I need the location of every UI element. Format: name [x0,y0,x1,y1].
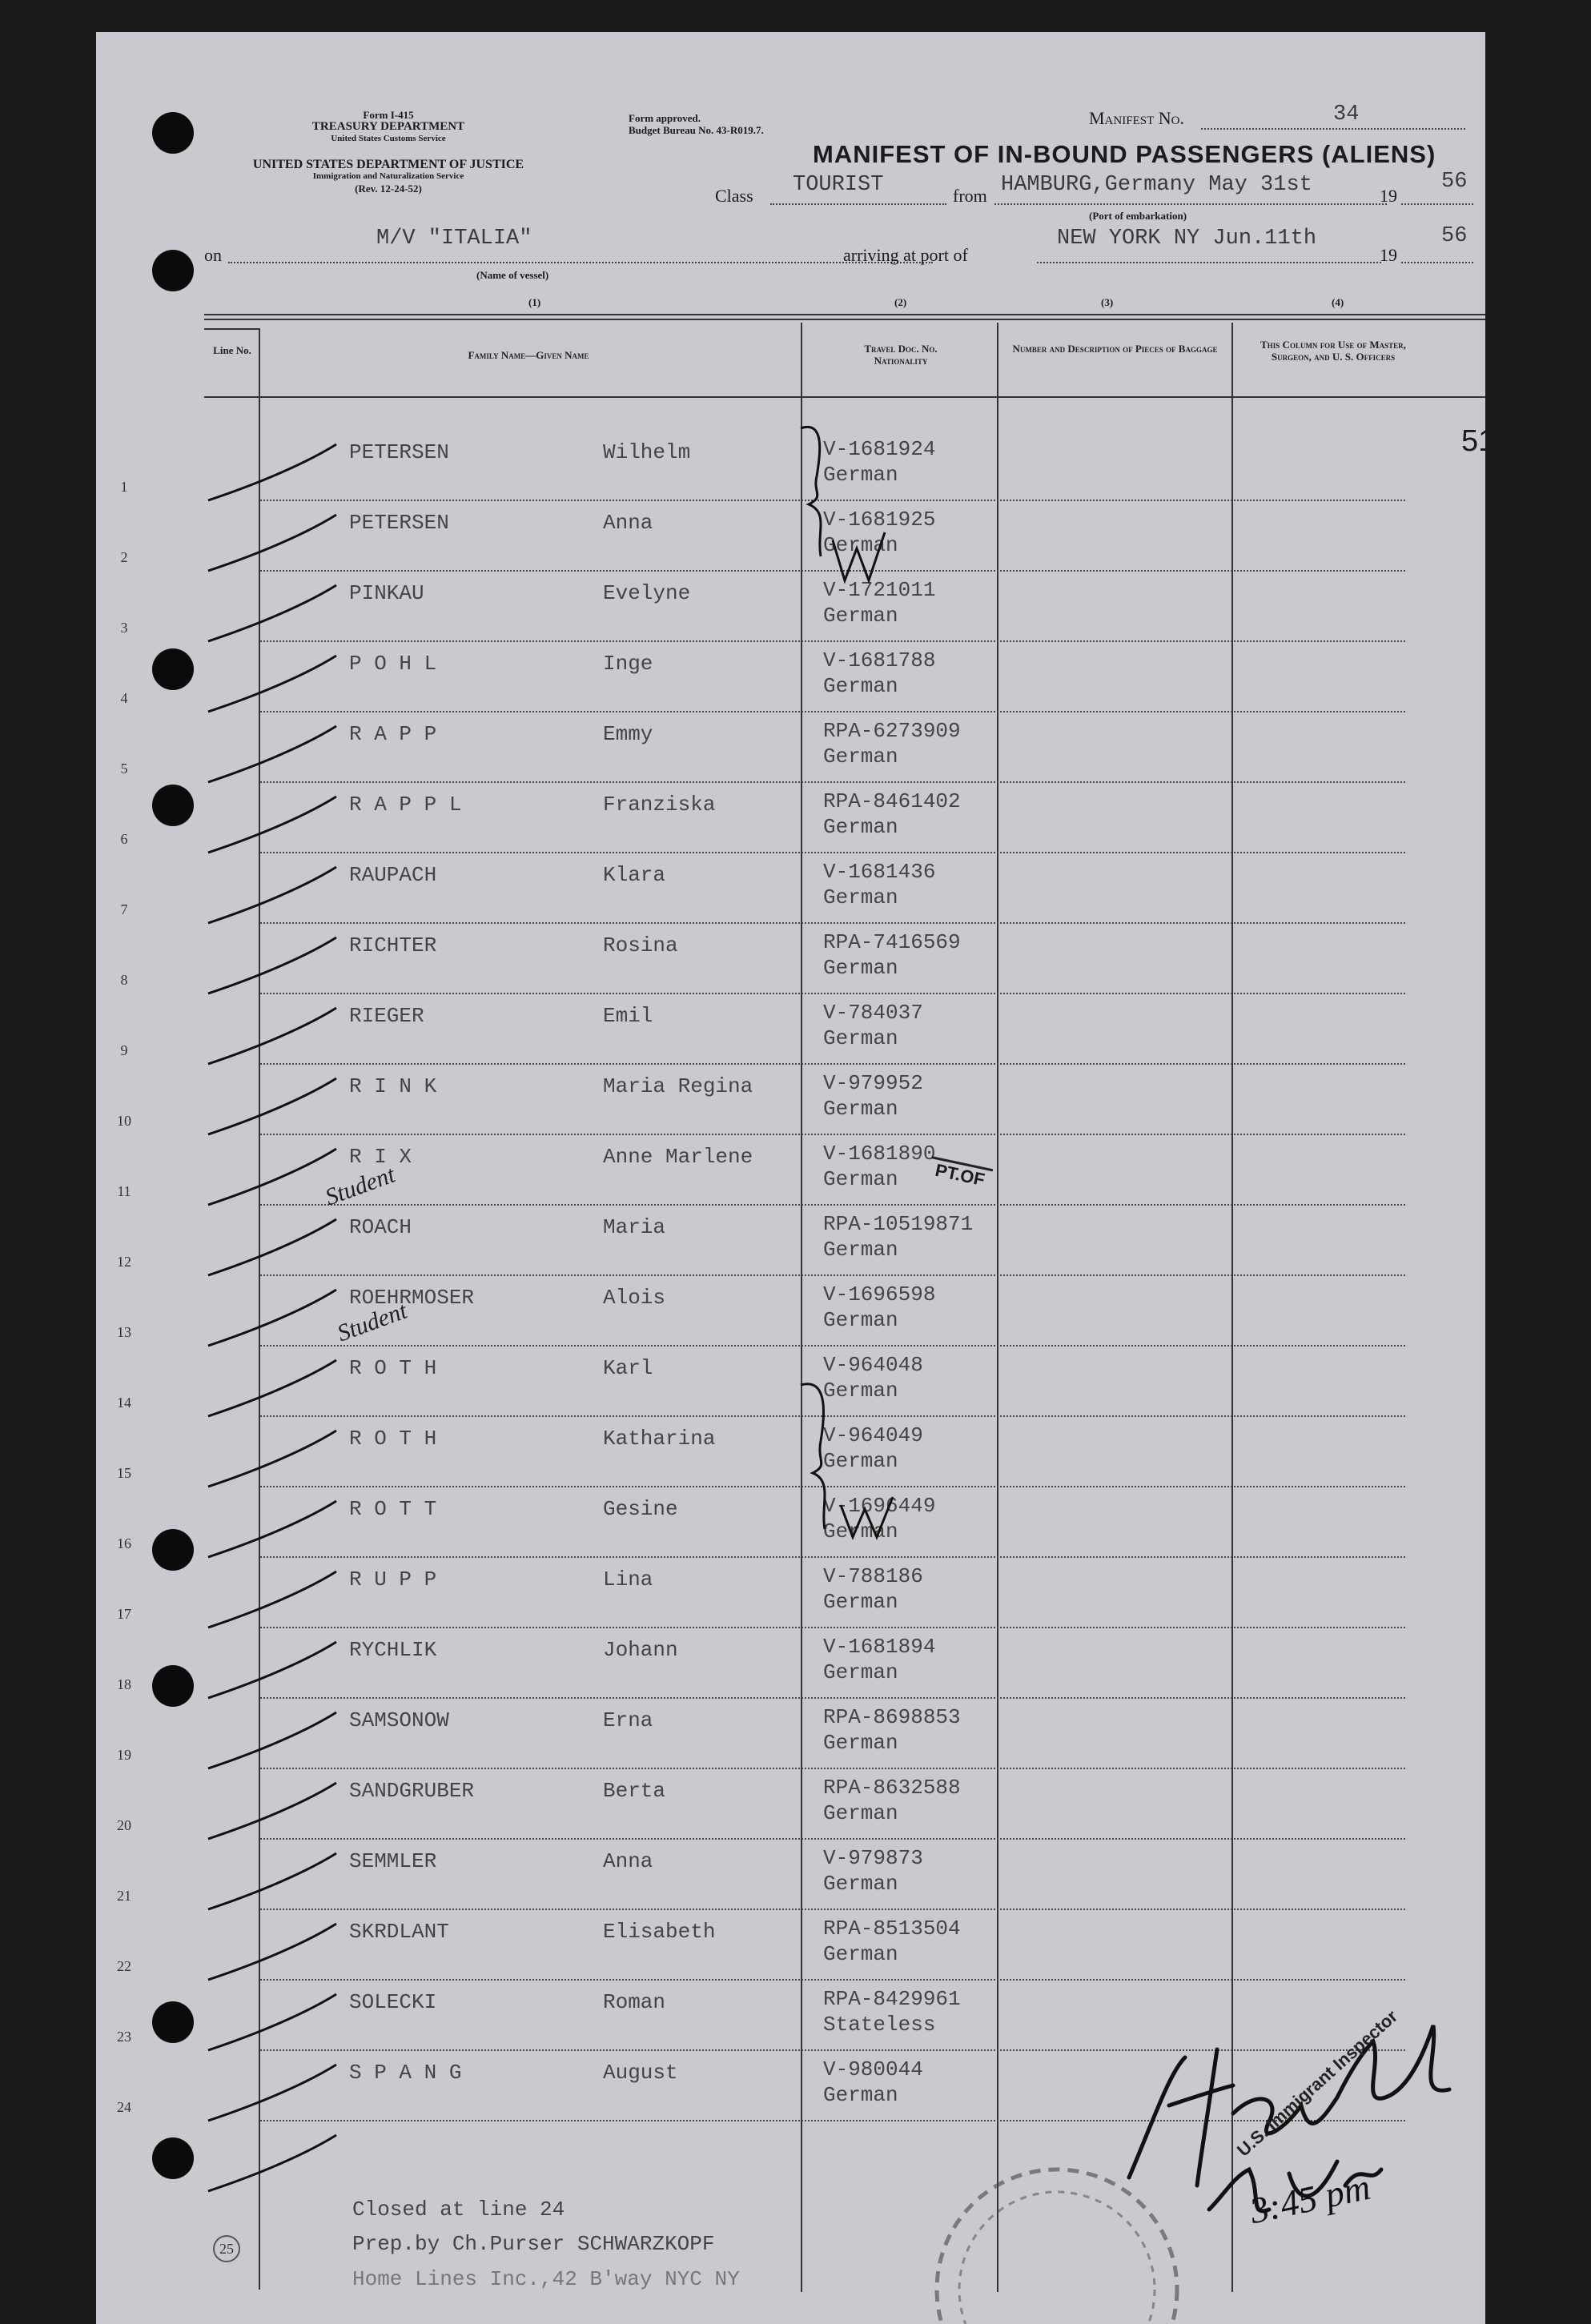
given-name: Johann [603,1638,678,1662]
nationality: Stateless [823,2013,936,2037]
nationality: German [823,463,898,487]
manifest-no-label: Manifest No. [1089,108,1184,128]
given-name: Franziska [603,793,716,817]
nationality: German [823,1167,898,1191]
line-number: 13 [117,1324,131,1340]
line-number: 6 [120,831,128,847]
family-name: R U P P [349,1567,437,1591]
nationality: German [823,1942,898,1966]
given-name: Erna [603,1708,653,1732]
tick-mark [208,1078,336,1134]
family-name: P O H L [349,652,437,676]
form-number: Form I-415 [363,109,414,121]
tick-mark [208,2135,336,2191]
travel-doc-number: V-1696449 [823,1494,936,1518]
tick-mark [208,726,336,782]
family-name: R I X [349,1145,412,1169]
family-name: RYCHLIK [349,1638,437,1662]
family-name: S P A N G [349,2061,462,2085]
tick-mark [208,937,336,993]
given-name: Maria [603,1215,666,1239]
line-number: 10 [117,1113,131,1129]
customs-service: United States Customs Service [331,134,446,143]
given-name: Roman [603,1990,666,2014]
manifest-page [96,32,1496,2324]
tick-mark [208,1783,336,1839]
tick-mark [208,1360,336,1416]
travel-doc-number: RPA-10519871 [823,1212,974,1236]
handwritten-note-line-11: Student [321,1161,399,1211]
family-name: SEMMLER [349,1849,437,1873]
tick-mark [208,1008,336,1064]
tick-mark [208,1290,336,1346]
tick-mark [208,515,336,571]
family-name: R O T H [349,1356,437,1380]
page-number: 51 [1461,424,1496,458]
nationality: German [823,1308,898,1332]
nationality: German [823,674,898,698]
family-name: R I N K [349,1074,437,1098]
arriving-value: NEW YORK NY Jun.11th [1057,227,1317,251]
port-embarkation-caption: (Port of embarkation) [1089,210,1187,222]
given-name: Lina [603,1567,653,1591]
tick-mark [208,1501,336,1557]
year-2: 56 [1441,224,1468,248]
nationality: German [823,1379,898,1403]
family-name: SANDGRUBER [349,1779,475,1803]
tick-mark [208,1219,336,1275]
line-number: 11 [117,1183,131,1199]
line-number: 17 [117,1606,131,1622]
line-number: 5 [120,761,128,777]
nationality: German [823,1660,898,1684]
given-name: Anna [603,511,653,535]
given-name: Katharina [603,1427,716,1451]
family-name: R A P P L [349,793,462,817]
line-number: 8 [120,972,128,988]
justice-dept: UNITED STATES DEPARTMENT OF JUSTICE [252,158,524,171]
nationality: German [823,1590,898,1614]
tick-mark [208,867,336,923]
tick-mark [208,797,336,853]
tick-mark [208,1994,336,2050]
family-name: SAMSONOW [349,1708,449,1732]
nationality: German [823,1731,898,1755]
line-number: 12 [117,1254,131,1270]
form-approved: Form approved. [629,112,701,124]
tick-mark [208,1431,336,1487]
nationality: German [823,604,898,628]
line-25-number: 25 [213,2235,240,2262]
given-name: Evelyne [603,581,691,605]
col-number-3: (3) [1101,296,1114,308]
line-number: 2 [120,549,128,565]
given-name: Karl [603,1356,653,1380]
line-number: 18 [117,1676,131,1692]
nationality: German [823,533,898,557]
family-name: PETERSEN [349,511,449,535]
handwritten-note-line-13: Student [333,1297,411,1347]
nationality: German [823,1097,898,1121]
nationality: German [823,1519,898,1543]
tick-mark [208,1149,336,1205]
line-number: 7 [120,901,128,917]
given-name: Maria Regina [603,1074,753,1098]
given-name: Emmy [603,722,653,746]
travel-doc-number: V-979952 [823,1071,923,1095]
line-number: 14 [117,1395,131,1411]
class-label: Class [715,186,753,206]
travel-doc-number: V-1681924 [823,437,936,461]
stamp-fragment: PT.OF [927,1156,994,1192]
travel-doc-number: RPA-8429961 [823,1987,961,2011]
line-number: 1 [120,479,128,495]
closed-at-line: Closed at line 24 [352,2198,565,2222]
line-number: 21 [117,1888,131,1904]
travel-doc-number: V-1681788 [823,648,936,672]
family-name: R O T H [349,1427,437,1451]
travel-doc-number: V-1681925 [823,508,936,532]
family-name: PETERSEN [349,440,449,464]
col-number-4: (4) [1332,296,1344,308]
inspection-tick-marks [96,32,1485,2324]
inspector-title: U.S. Immigrant Inspector [1233,2005,1402,2161]
line-number: 22 [117,1958,131,1974]
year-prefix-1: 19 [1380,186,1397,206]
tick-mark [208,656,336,712]
travel-doc-number: V-964049 [823,1423,923,1447]
nationality: German [823,1238,898,1262]
given-name: Emil [603,1004,653,1028]
header-line-no: Line No. [213,344,251,356]
given-name: Anne Marlene [603,1145,753,1169]
given-name: Elisabeth [603,1920,716,1944]
family-name: SKRDLANT [349,1920,449,1944]
manifest-title: MANIFEST OF IN-BOUND PASSENGERS (ALIENS) [813,140,1436,168]
travel-doc-number: V-1681890 [823,1142,936,1166]
tick-mark [208,1924,336,1980]
tick-mark [208,2065,336,2121]
nationality: German [823,885,898,909]
family-name: SOLECKI [349,1990,437,2014]
family-name: RAUPACH [349,863,437,887]
travel-doc-number: V-964048 [823,1353,923,1377]
family-name: ROEHRMOSER [349,1286,475,1310]
manifest-no-value: 34 [1333,102,1360,126]
nationality: German [823,815,898,839]
tick-mark [208,1571,336,1628]
given-name: Wilhelm [603,440,691,464]
on-label: on [204,245,222,265]
line-number: 15 [117,1465,131,1481]
line-number: 23 [117,2029,131,2045]
travel-doc-number: RPA-8513504 [823,1917,961,1941]
family-name: R A P P [349,722,437,746]
agent-line: Home Lines Inc.,42 B'way NYC NY [352,2267,740,2291]
tick-mark [208,585,336,641]
header-name: Family Name—Given Name [468,349,589,361]
treasury-dept: TREASURY DEPARTMENT [311,120,465,133]
nationality: German [823,956,898,980]
tick-mark [208,444,336,500]
year-prefix-2: 19 [1380,245,1397,265]
line-number: 20 [117,1817,131,1833]
line-number: 3 [120,620,128,636]
line-number: 4 [120,690,128,706]
travel-doc-number: V-788186 [823,1564,923,1588]
travel-doc-number: RPA-8461402 [823,789,961,813]
nationality: German [823,1872,898,1896]
given-name: August [603,2061,678,2085]
travel-doc-number: V-1681436 [823,860,936,884]
family-name: ROACH [349,1215,412,1239]
tick-mark [208,1712,336,1768]
vessel-name: M/V "ITALIA" [376,227,532,251]
travel-doc-number: RPA-7416569 [823,930,961,954]
tick-mark [208,1853,336,1909]
travel-doc-number: RPA-8698853 [823,1705,961,1729]
family-name: PINKAU [349,581,424,605]
given-name: Berta [603,1779,666,1803]
travel-doc-number: V-1696598 [823,1282,936,1306]
travel-doc-number: V-784037 [823,1001,923,1025]
travel-doc-number: RPA-8632588 [823,1776,961,1800]
vessel-caption: (Name of vessel) [476,269,549,281]
tick-mark [208,1642,336,1698]
line-number: 16 [117,1535,131,1551]
nationality: German [823,1801,898,1825]
given-name: Gesine [603,1497,678,1521]
given-name: Anna [603,1849,653,1873]
line-number: 9 [120,1042,128,1058]
budget-bureau: Budget Bureau No. 43-R019.7. [629,124,764,136]
travel-doc-number: V-979873 [823,1846,923,1870]
nationality: German [823,1449,898,1473]
travel-doc-number: V-980044 [823,2057,923,2081]
arriving-label: arriving at port of [843,245,968,265]
prepared-by: Prep.by Ch.Purser SCHWARZKOPF [352,2232,715,2256]
year-1: 56 [1441,170,1468,194]
travel-doc-number: RPA-6273909 [823,719,961,743]
from-label: from [953,186,987,206]
header-baggage: Number and Description of Pieces of Baggage [1012,343,1218,355]
line-number: 19 [117,1747,131,1763]
travel-doc-number: V-1681894 [823,1635,936,1659]
nationality: German [823,1026,898,1050]
given-name: Alois [603,1286,666,1310]
col-number-1: (1) [528,296,541,308]
form-revision: (Rev. 12-24-52) [355,183,422,195]
given-name: Klara [603,863,666,887]
travel-doc-number: V-1721011 [823,578,936,602]
given-name: Inge [603,652,653,676]
from-value: HAMBURG,Germany May 31st [1001,173,1312,197]
family-name: R O T T [349,1497,437,1521]
nationality: German [823,745,898,769]
col-number-2: (2) [894,296,907,308]
given-name: Rosina [603,933,678,957]
nationality: German [823,2083,898,2107]
time-note: 3:45 pm [1246,2165,1374,2232]
header-travel-doc: Travel Doc. No. Nationality [864,343,938,367]
class-value: TOURIST [793,173,884,197]
header-officers: This Column for Use of Master, Surgeon, and U. S. Officers [1260,339,1406,363]
family-name: RIEGER [349,1004,424,1028]
family-name: RICHTER [349,933,437,957]
line-number: 24 [117,2099,131,2115]
ins-service: Immigration and Naturalization Service [312,171,464,181]
